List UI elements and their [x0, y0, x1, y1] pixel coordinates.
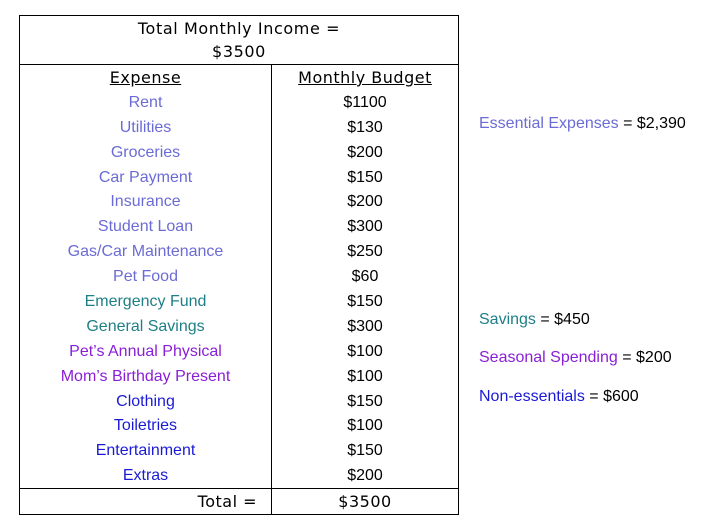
table-row: [20, 314, 458, 339]
expense-name: Pet’s Annual Physical: [20, 339, 272, 364]
expense-name: Insurance: [20, 189, 272, 214]
expense-amount: $150: [347, 442, 383, 460]
expense-name: Pet Food: [20, 264, 272, 289]
budget-table: [19, 15, 459, 515]
table-row: [20, 264, 458, 289]
expense-amount: $300: [347, 317, 383, 335]
expense-name: Car Payment: [20, 165, 272, 190]
table-row: [20, 189, 458, 214]
expense-name: Toiletries: [20, 413, 272, 438]
expense-name: Utilities: [20, 115, 272, 140]
expense-amount: $200: [347, 467, 383, 485]
total-label: Total =: [20, 489, 272, 514]
expense-name: Rent: [20, 90, 272, 115]
table-row: [20, 289, 458, 314]
summary-savings: [479, 310, 590, 330]
table-row: [20, 413, 458, 438]
expense-amount: $300: [347, 218, 383, 236]
table-row: [20, 214, 458, 239]
summary-savings-value: = $450: [535, 311, 590, 328]
expense-amount: $150: [347, 293, 383, 311]
summary-seasonal-value: = $200: [617, 349, 672, 366]
expense-amount: $150: [347, 168, 383, 186]
total-value: $3500: [338, 492, 392, 512]
table-row: [20, 438, 458, 463]
expense-name: Student Loan: [20, 214, 272, 239]
expense-amount: $200: [347, 143, 383, 161]
expense-amount: $250: [347, 243, 383, 261]
expense-amount: $60: [351, 268, 379, 286]
table-row: [20, 463, 458, 488]
expense-amount: $150: [347, 392, 383, 410]
summary-nonessential-label: Non-essentials: [479, 388, 585, 405]
budget-header: Monthly Budget: [298, 68, 432, 87]
expense-amount: $1100: [343, 93, 387, 111]
summary-seasonal: [479, 348, 672, 368]
table-row: [20, 239, 458, 264]
income-title-line2: $3500: [212, 42, 266, 61]
summary-nonessential: [479, 387, 639, 407]
income-title-line1: Total Monthly Income =: [137, 19, 341, 38]
table-row: [20, 389, 458, 414]
table-row: [20, 165, 458, 190]
expense-header: Expense: [20, 65, 272, 90]
expense-amount: $200: [347, 193, 383, 211]
expense-name: Gas/Car Maintenance: [20, 239, 272, 264]
table-row: [20, 140, 458, 165]
expense-name: Clothing: [20, 389, 272, 414]
table-row: [20, 339, 458, 364]
expense-amount: $100: [347, 417, 383, 435]
table-row: [20, 364, 458, 389]
expense-name: Entertainment: [20, 438, 272, 463]
expense-name: Groceries: [20, 140, 272, 165]
total-row: [20, 488, 458, 514]
summary-nonessential-value: = $600: [584, 388, 639, 405]
income-title: [20, 16, 458, 65]
expense-name: General Savings: [20, 314, 272, 339]
expense-amount: $100: [347, 342, 383, 360]
summary-seasonal-label: Seasonal Spending: [479, 349, 618, 366]
expense-name: Extras: [20, 463, 272, 488]
summary-savings-label: Savings: [479, 311, 536, 328]
summary-essential: [479, 114, 686, 134]
summary-essential-value: = $2,390: [618, 115, 686, 132]
expense-name: Emergency Fund: [20, 289, 272, 314]
expense-rows: [20, 90, 458, 488]
table-row: [20, 90, 458, 115]
summary-essential-label: Essential Expenses: [479, 115, 619, 132]
expense-amount: $100: [347, 367, 383, 385]
expense-name: Mom’s Birthday Present: [20, 364, 272, 389]
expense-amount: $130: [347, 118, 383, 136]
table-row: [20, 115, 458, 140]
header-row: [20, 65, 458, 90]
